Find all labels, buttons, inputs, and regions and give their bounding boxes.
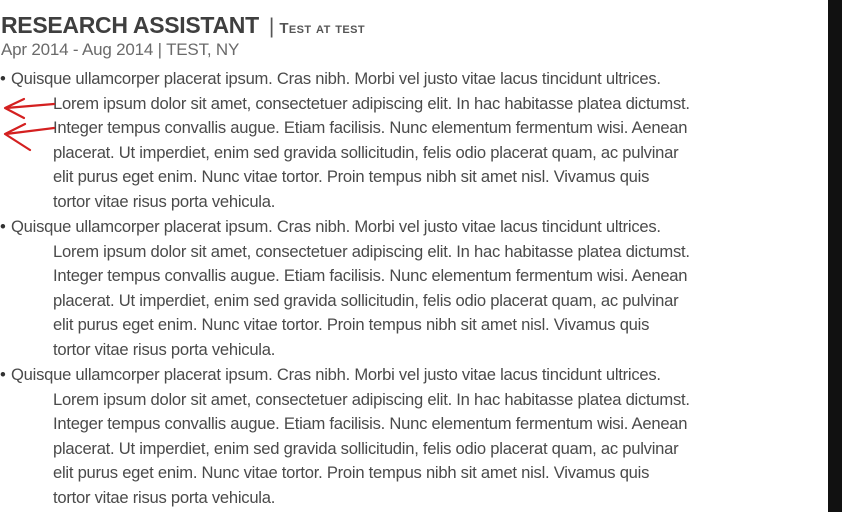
bullet-line: Integer tempus convallis augue. Etiam facilisis. Nunc elementum fermentum wisi. Aenean: [53, 414, 688, 434]
bullet-line: elit purus eget enim. Nunc vitae tortor. Proin tempus nibh sit amet nisl. Vivamus quis: [53, 167, 650, 187]
bullet-item: [0, 215, 822, 363]
bullet-line: elit purus eget enim. Nunc vitae tortor. Proin tempus nibh sit amet nisl. Vivamus quis: [53, 463, 650, 483]
bullet-marker: •: [0, 365, 6, 384]
bullet-item: [0, 67, 822, 215]
bullet-line: tortor vitae risus porta vehicula.: [53, 191, 276, 211]
employer-name: Test at test: [279, 20, 365, 37]
bullet-line: Quisque ullamcorper placerat ipsum. Cras nibh. Morbi vel justo vitae lacus tincidunt ultrices.: [11, 217, 661, 236]
bullet-item: [0, 363, 822, 511]
bullet-line: elit purus eget enim. Nunc vitae tortor. Proin tempus nibh sit amet nisl. Vivamus quis: [53, 315, 650, 335]
bullet-line: Integer tempus convallis augue. Etiam facilisis. Nunc elementum fermentum wisi. Aenean: [53, 118, 688, 138]
job-header: [1, 10, 365, 44]
bullet-line: tortor vitae risus porta vehicula.: [53, 339, 276, 359]
title-separator: |: [268, 15, 275, 38]
dates-location: Apr 2014 - Aug 2014 | TEST, NY: [1, 40, 240, 59]
bullet-line: Integer tempus convallis augue. Etiam facilisis. Nunc elementum fermentum wisi. Aenean: [53, 266, 688, 286]
bullet-line: Quisque ullamcorper placerat ipsum. Cras nibh. Morbi vel justo vitae lacus tincidunt ultrices.: [11, 365, 661, 384]
bullet-list: [0, 67, 822, 511]
bullet-line: placerat. Ut imperdiet, enim sed gravida sollicitudin, felis odio placerat quam, ac pulvinar: [53, 142, 679, 162]
bullet-line: Lorem ipsum dolor sit amet, consectetuer adipiscing elit. In hac habitasse platea dictumst.: [53, 389, 690, 409]
bullet-marker: •: [0, 217, 6, 236]
bullet-line: placerat. Ut imperdiet, enim sed gravida sollicitudin, felis odio placerat quam, ac pulvinar: [53, 290, 679, 310]
bullet-line: placerat. Ut imperdiet, enim sed gravida sollicitudin, felis odio placerat quam, ac pulvinar: [53, 438, 679, 458]
bullet-line: tortor vitae risus porta vehicula.: [53, 487, 276, 507]
page-edge-bar: [828, 0, 842, 512]
bullet-marker: •: [0, 69, 6, 88]
bullet-line: Lorem ipsum dolor sit amet, consectetuer adipiscing elit. In hac habitasse platea dictumst.: [53, 241, 690, 261]
job-title: RESEARCH ASSISTANT: [1, 12, 259, 38]
bullet-line: Quisque ullamcorper placerat ipsum. Cras nibh. Morbi vel justo vitae lacus tincidunt ultrices.: [11, 69, 661, 88]
bullet-line: Lorem ipsum dolor sit amet, consectetuer adipiscing elit. In hac habitasse platea dictumst.: [53, 93, 690, 113]
